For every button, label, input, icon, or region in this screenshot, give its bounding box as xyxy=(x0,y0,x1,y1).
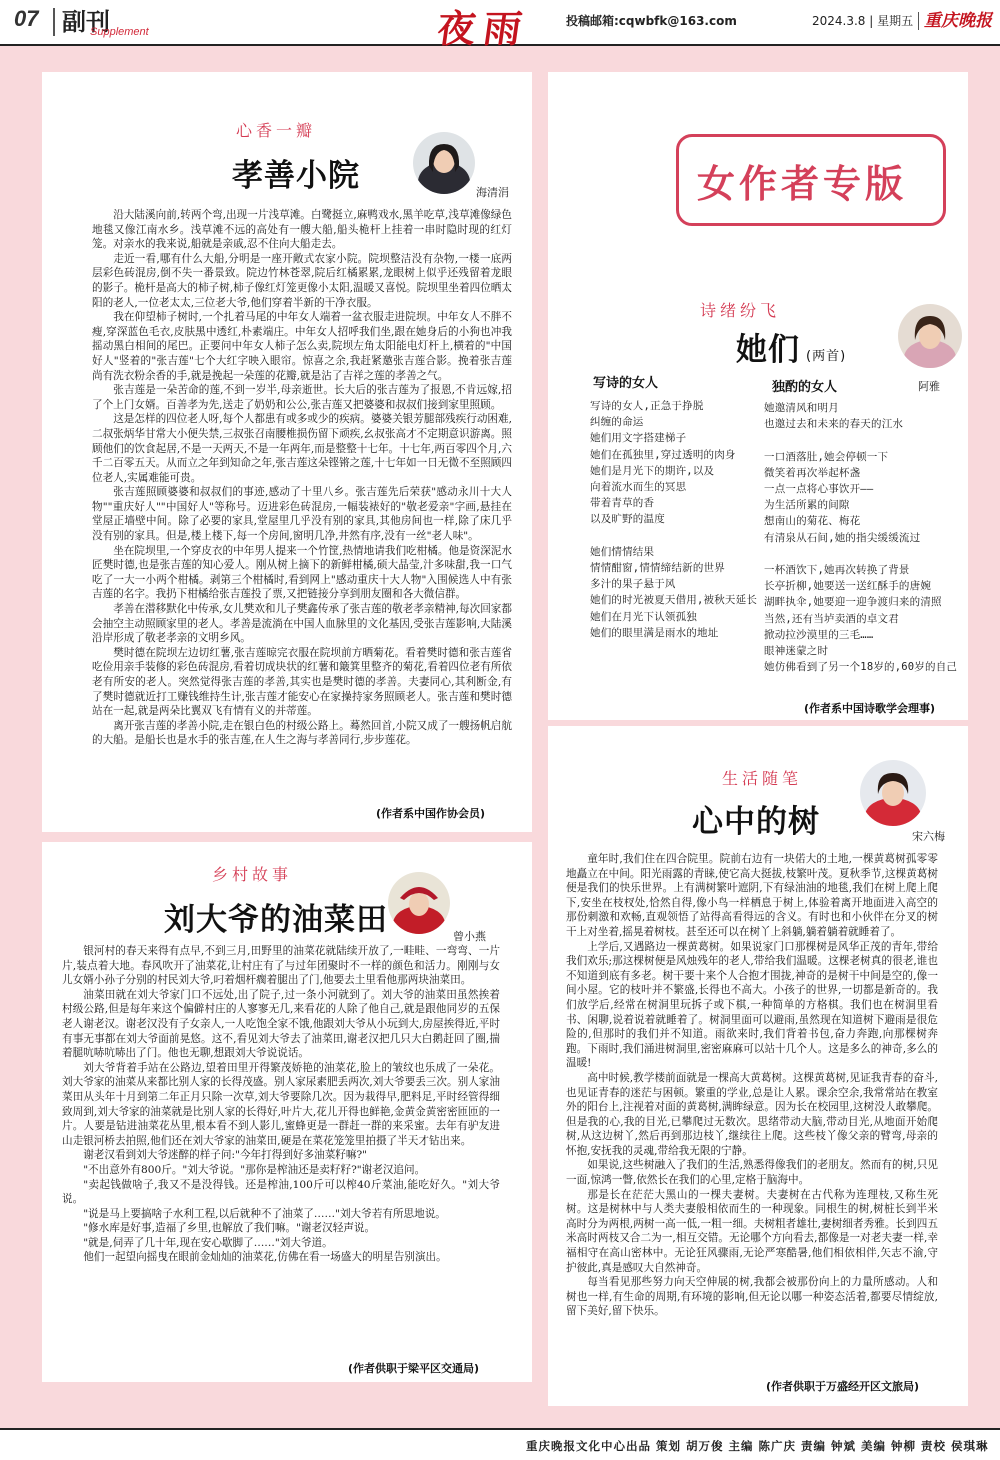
author-credit: (作者系中国作协会员) xyxy=(376,807,486,820)
paragraph: 银河村的春天来得有点早,不到三月,田野里的油菜花就陆续开放了,一畦畦、一弯弯、一片片,装点着大地。春风吹开了油菜花,让村庄有了与过年团聚时不一样的颜色和活力。刚刚与女儿女婿小孙子分别的村民刘大爷,叼着烟杆瘸着腿出了门,他要去土里看他那两块油菜田。 xyxy=(62,945,500,987)
poem-line xyxy=(764,432,957,448)
paragraph: "就是,伺弄了几十年,现在安心歇脚了……"刘大爷道。 xyxy=(83,1236,333,1249)
paragraph: 油菜田就在刘大爷家门口不远处,出了院子,过一条小河就到了。刘大爷的油菜田虽然挨着村级公路,但是每年来这个偏僻村庄的人寥寥无几,来看花的人除了他自己,就是跟他同岁的五保老人谢老汉。谢老汉没有子女亲人,一人吃饱全家不饿,他跟刘大爷从小玩到大,房屋挨得近,平时有事无事都在刘大爷面前晃悠。这不,看见刘大爷去了油菜田,谢老汉把几只大白鹅赶回了圈,揣着腿吭哧吭哧出了门。他也无聊,想跟刘大爷说说话。 xyxy=(62,988,500,1060)
poem-line: 多汁的果子悬于风 xyxy=(590,578,676,591)
paragraph: 樊时德在院坝左边切红薯,张吉莲晾完衣服在院坝前方晒菊花。看着樊时德和张吉莲省吃俭用亲手装修的彩色砖混房,看着切成块状的红薯和簸箕里整齐的菊花,看着四位老有所依老有所安的老人。突然觉得张吉莲的孝善,其实也是樊时德的孝善。夫妻同心,其利断金,有了樊时德就近打工赚钱维持生计,张吉莲才能安心在家操持家务照顾老人。张吉莲和樊时德站在一起,就是两朵比翼双飞有情有义的并蒂莲。 xyxy=(92,646,512,718)
issue-date: 2024.3.8 | 星期五 xyxy=(812,14,914,28)
poem-title: 独酌的女人 xyxy=(772,380,838,395)
paragraph: 张吉莲照顾婆婆和叔叔们的事迹,感动了十里八乡。张吉莲先后荣获"感动永川十大人物""重庆好人""中国好人"等称号。迈进彩色砖混房,一幅装裱好的"敬老爱亲"字画,悬挂在堂屋正墙壁中间。除了必要的家具,堂屋里几乎没有别的家具,其他房间也一样,除了床几乎没有别的家具。但是,楼上楼下,每一个房间,窗明几净,井然有序,没有一丝"老人味"。 xyxy=(92,486,512,543)
section-title: 副刊 xyxy=(62,8,110,36)
article-body xyxy=(566,852,938,1319)
editorial-credits: 重庆晚报文化中心出品 策划 胡万俊 主编 陈广庆 责编 钟斌 美编 钟柳 责校 侯琪琳 xyxy=(526,1439,989,1453)
article-kicker: 乡村故事 xyxy=(212,865,293,884)
poem-line: 她们的眼里满是雨水的地址 xyxy=(590,626,719,639)
author-name: 宋六梅 xyxy=(912,830,945,843)
author-name: 海清涓 xyxy=(476,186,509,199)
poem-line: 带着青草的香 xyxy=(590,497,655,510)
page-number: 07 xyxy=(14,6,39,31)
author-credit: (作者系中国诗歌学会理事) xyxy=(804,702,936,715)
author-photo xyxy=(388,872,450,934)
paragraph: 这是怎样的四位老人呀,每个人都患有或多或少的疾病。婆婆关银芳腿部残疾行动困难,二叔张炳华甘常大小便失禁,三叔张召南腰椎损伤留下顽疾,幺叔张高才不定期意识游离。照顾他们的饮食起居,不是一天两天,不是一年两年,而是整整十七年。十七年,两百零四个月,六千二百零五天。从而立之年到知命之年,张吉莲这朵铿锵之莲,十七年如一日无微不至照顾四位老人,实属难能可贵。 xyxy=(92,413,512,484)
paragraph: 我在仰望柿子树时,一个扎着马尾的中年女人端着一盆衣服走进院坝。中年女人不胖不瘦,穿深蓝色毛衣,皮肤黑中透红,朴素端庄。中年女人招呼我们坐,跟在她身后的小狗也冲我摇动黑白相间的尾巴。正要问中年女人柿子怎么卖,院坝左角太阳能电灯杆上,横着的"中国好人"竖着的"张吉莲"七个大红字映入眼帘。惊喜之余,我赶紧邀张吉莲合影。挽着张吉莲尚有洗衣粉余香的手,就是挽起一朵莲的花瓣,就是沾了吉祥之莲的孝善之气。 xyxy=(92,311,512,382)
newspaper-logo: 重庆晚报 xyxy=(924,11,992,31)
poem-line xyxy=(764,546,957,562)
poem-line: 一口酒落肚,她会停顿一下 xyxy=(764,450,889,463)
poem-line: 她们在月光下认领孤独 xyxy=(590,610,697,623)
poem-line: 想南山的菊花、梅花 xyxy=(764,515,861,528)
section-subtitle: Supplement xyxy=(90,26,149,38)
paragraph: 张吉莲是一朵苦命的莲,不到一岁半,母亲逝世。长大后的张吉莲为了报恩,不肯远嫁,招了个上门女婿。百善孝为先,送走了奶奶和公公,张吉莲又把婆婆和叔叔们接到家里照顾。 xyxy=(92,384,512,411)
poem-text xyxy=(764,400,957,675)
paragraph: 走近一看,哪有什么大船,分明是一座开敞式农家小院。院坝整洁没有杂物,一楼一底两层彩色砖混房,倒不失一番景致。院边竹林苍翠,院后红橘累累,龙眼树上似乎还残留着龙眼的影子。桅杆是高大的柿子树,柿子像红灯笼更像小太阳,温暖又喜悦。院坝里坐着四位晒太阳的老人,一位老太太,三位老大爷,他们穿着半新的干净衣服。 xyxy=(92,252,512,309)
article-body xyxy=(62,944,500,1265)
poem-line: 也邀过去和未来的春天的江水 xyxy=(764,418,904,431)
poem-line: 她邀清风和明月 xyxy=(764,402,839,414)
poem-line: 她们用文字搭建梯子 xyxy=(590,432,687,445)
poem-line: 有清泉从石间,她的指尖缓缓流过 xyxy=(764,531,921,544)
paragraph: 他们一起望向摇曳在眼前金灿灿的油菜花,仿佛在看一场盛大的明星告别演出。 xyxy=(83,1251,447,1264)
paragraph: 每当看见那些努力向天空伸展的树,我都会被那份向上的力量所感动。人和树也一样,有生命的周期,有环境的影响,但无论以哪一种姿态活着,都要尽情绽放,留下美好,留下快乐。 xyxy=(566,1276,938,1318)
poem-line: 纠缠的命运 xyxy=(590,416,644,429)
poem-line: 写诗的女人,正急于挣脱 xyxy=(590,400,704,412)
author-photo xyxy=(413,132,475,194)
author-credit: (作者供职于万盛经开区文旅局) xyxy=(766,1380,920,1393)
page-header xyxy=(0,0,1000,51)
contact-email[interactable]: 投稿邮箱:cqwbfk@163.com xyxy=(566,14,737,28)
column-name: 夜雨 xyxy=(434,6,533,51)
divider xyxy=(53,8,55,36)
poem-line: 微笑着再次举起杯盏 xyxy=(764,466,861,479)
paragraph: "说是马上要搞啥子水利工程,以后就种不了油菜了……"刘大爷若有所思地说。 xyxy=(83,1207,446,1220)
paragraph: 离开张吉莲的孝善小院,走在银白色的村级公路上。蓦然回首,小院又成了一艘扬帆启航的大船。是船长也是水手的张吉莲,在人生之海与孝善同行,步步莲花。 xyxy=(92,719,512,747)
author-name: 阿雅 xyxy=(918,380,940,393)
article-kicker: 生活随笔 xyxy=(722,769,803,788)
poem-line: 她仿佛看到了另一个18岁的,60岁的自己 xyxy=(764,661,958,674)
article-title: 她们 (两首) xyxy=(736,332,847,368)
poem-text xyxy=(590,398,757,641)
paragraph: 那是长在茫茫大黑山的一棵夫妻树。夫妻树在古代称为连理枝,又称生死树。这是树林中与人类夫妻般相依而生的一种现象。同根生的树,树桩长到半米高时分为两根,两树一高一低,一粗一细。夫树粗者雄壮,妻树细者秀雅。长到四五米高时两枝又合二为一,相互交错。无论哪个方向看去,都像是一对老夫妻一样,幸福相守在高山密林中。无论狂风骤雨,无论严寒酷暑,他们相依相伴,矢志不渝,守护彼此,真是感叹大自然神奇。 xyxy=(566,1188,938,1274)
poem-line: 情情酣窗,情情缔结新的世界 xyxy=(590,562,725,575)
paragraph: 谢老汉看到刘大爷迷醉的样子问:"今年打得到好多油菜籽嘛?" xyxy=(83,1149,368,1162)
article-body xyxy=(92,208,512,748)
paragraph: 坐在院坝里,一个穿皮衣的中年男人提来一个竹筐,热情地请我们吃柑橘。他是资深泥水匠樊时德,也是张吉莲的知心爱人。刚从树上摘下的新鲜柑橘,硕大晶莹,汁多味甜,我一口气吃了一大一小两个柑橘。剥第三个柑橘时,看到网上"感动重庆十大人物"入围候选人中有张吉莲的名字。我扔下柑橘给张吉莲投了票,又把链接分享到朋友圈和各大微信群。 xyxy=(92,544,512,601)
paragraph: 孝善在潜移默化中传承,女儿樊欢和儿子樊鑫传承了张吉莲的敬老孝亲精神,每次回家都会抽空主动照顾家里的老人。孝善是流淌在中国人血脉里的文化基因,受张吉莲影响,大陆溪沿岸形成了敬老孝亲的文明乡风。 xyxy=(92,603,512,645)
poem-line: 为生活所累的间隙 xyxy=(764,499,850,512)
poem-line: 长亭折柳,她要送一送红酥手的唐婉 xyxy=(764,580,932,593)
poem-line: 掀动拉沙漠里的三毛…… xyxy=(764,628,874,641)
poem-line: 向着流水而生的冥思 xyxy=(590,481,687,494)
paragraph: 上学后,又遇路边一棵黄葛树。如果说家门口那棵树是风华正茂的青年,带给我们欢乐;那这棵树便是风烛残年的老人,带给我们温暖。这棵老树真的很老,谁也不知道到底有多老。树干要十来个人合抱才围拢,神奇的是树干中间是空的,像一间小屋。它的枝叶并不繁盛,长得也不高大。小孩子的世界,一切都是新奇的。我们放学后,经常在树洞里玩拆子或下棋,一种简单的方格棋。我们也在树洞里看书、闲聊,说着说着就睡着了。树洞里面可以避雨,虽然现在知道树下避雨是很危险的,但那时的我们并不知道。雨欲来时,我们背着书包,奋力奔跑,向那棵树奔跑。下雨时,我们涌进树洞里,密密麻麻可以站十几个人。这是多么的神奇,多么的温暖! xyxy=(566,940,938,1070)
paragraph: 童年时,我们住在四合院里。院前右边有一块偌大的土地,一棵黄葛树孤零零地矗立在中间。阳光雨露的青睐,使它高大挺拔,枝繁叶茂。夏秋季节,这棵黄葛树便是我们的快乐世界。上有满树繁叶遮阴,下有绿油油的地毯,我们在树上爬上爬下,安坐在枝杈处,恰然自得,像小鸟一样栖息于树上,体验着离开地面进入高空的那份刺激和欢畅,直观领悟了站得高看得远的含义。有时也和小伙伴在分叉的树干上对坐着,摇晃着树枝。甚至还可以在树丫上斜躺,躺着躺着就睡着了。 xyxy=(566,853,938,938)
poem-line xyxy=(590,528,757,544)
paragraph: "卖起钱做啥子,我又不是没得钱。还是榨油,100斤可以榨40斤菜油,能吃好久。"刘大爷说。 xyxy=(62,1178,500,1206)
paragraph: 沿大陆溪向前,转两个弯,出现一片浅草滩。白鹭挺立,麻鸭戏水,黑羊吃草,浅草滩像绿色地毯又像江南水乡。浅草滩不远的高处有一艘大船,船头桅杆上挂着一串时隐时现的红灯笼。对亲水的我来说,船就是亲戚,忍不住向大船走去。 xyxy=(92,209,512,251)
paragraph: 如果说,这些树融入了我们的生活,熟悉得像我们的老朋友。然而有的树,只见一面,惊鸿一瞥,依然长在我们的心里,定格于脑海中。 xyxy=(566,1159,938,1187)
poem-line: 湖畔执伞,她要迎一迎争渡归来的清照 xyxy=(764,596,942,609)
article-kicker: 诗绪纷飞 xyxy=(700,301,781,320)
poem-line: 她们情情结果 xyxy=(590,545,655,558)
special-edition-banner: 女作者专版 xyxy=(676,134,946,226)
poem-line: 一点一点将心事饮开—— xyxy=(764,483,874,496)
poem-line: 一杯酒饮下,她再次转换了背景 xyxy=(764,564,910,577)
author-photo xyxy=(860,760,926,826)
paragraph: 刘大爷背着手站在公路边,望着田里开得繁茂娇艳的油菜花,脸上的皱纹也乐成了一朵花。刘大爷家的油菜从来都比别人家的长得茂盛。别人家尿素肥丢两次,刘大爷要丢三次。别人家油菜田从头年十月到第二年正月只除一次草,刘大爷要除几次。因为栽得早,肥料足,平时经管得细致周到,刘大爷家的油菜就是比别人家的长得好,叶片大,花儿开得也鲜艳,金黄金黄密密匝匝的一片。人要是钻进油菜花丛里,根本看不到人影儿,蜜蜂更是一群赶一群的来采蜜。去年有驴友进山走银河桥去拍照,他们还在刘大爷家的油菜田,硬是在菜花笼笼里拍摄了半天才钻出来。 xyxy=(62,1061,500,1147)
paragraph: "修水库是好事,造福了乡里,也解放了我们嘛。"谢老汉轻声说。 xyxy=(83,1222,376,1235)
article-kicker: 心香一瓣 xyxy=(236,121,317,140)
author-photo xyxy=(898,304,962,368)
article-title: 心中的树 xyxy=(692,804,820,840)
article-title: 孝善小院 xyxy=(232,158,360,194)
poem-line: 她们在孤独里,穿过透明的肉身 xyxy=(590,448,736,461)
poem-line: 以及旷野的温度 xyxy=(590,513,665,526)
article-title: 刘大爷的油菜田 xyxy=(164,902,388,938)
page-footer xyxy=(0,1428,1000,1460)
poem-line: 眼神迷蒙之时 xyxy=(764,645,829,658)
author-name: 曾小燕 xyxy=(453,930,486,943)
poem-line: 她们的时光被夏天借用,被秋天延长 xyxy=(590,594,758,607)
poem-title: 写诗的女人 xyxy=(593,376,659,391)
divider xyxy=(918,12,919,30)
author-credit: (作者供职于梁平区交通局) xyxy=(348,1362,480,1375)
poem-line: 她们是月光下的期许,以及 xyxy=(590,464,715,477)
paragraph: "不出意外有800斤。"刘大爷说。"那你是榨油还是卖籽籽?"谢老汉追问。 xyxy=(83,1163,426,1176)
poem-line: 当然,还有当垆卖酒的卓文君 xyxy=(764,612,899,625)
paragraph: 高中时候,教学楼前面就是一棵高大黄葛树。这棵黄葛树,见证我青春的奋斗,也见证青春的迷茫与困顿。繁重的学业,总是让人累。课余空余,我常常站在教室外的阳台上,注视着对面的黄葛树,满眸绿意。因为长在校园里,这树没人敢攀爬。但是我的心,我的目光,已攀爬过无数次。思绪带动大脑,带动目光,从地面开始爬树,从这边树丫,然后再到那边枝丫,继续往上爬。这些枝丫像父亲的臂弯,母亲的怀抱,安抚我的灵魂,带给我无限的宁静。 xyxy=(566,1071,938,1157)
